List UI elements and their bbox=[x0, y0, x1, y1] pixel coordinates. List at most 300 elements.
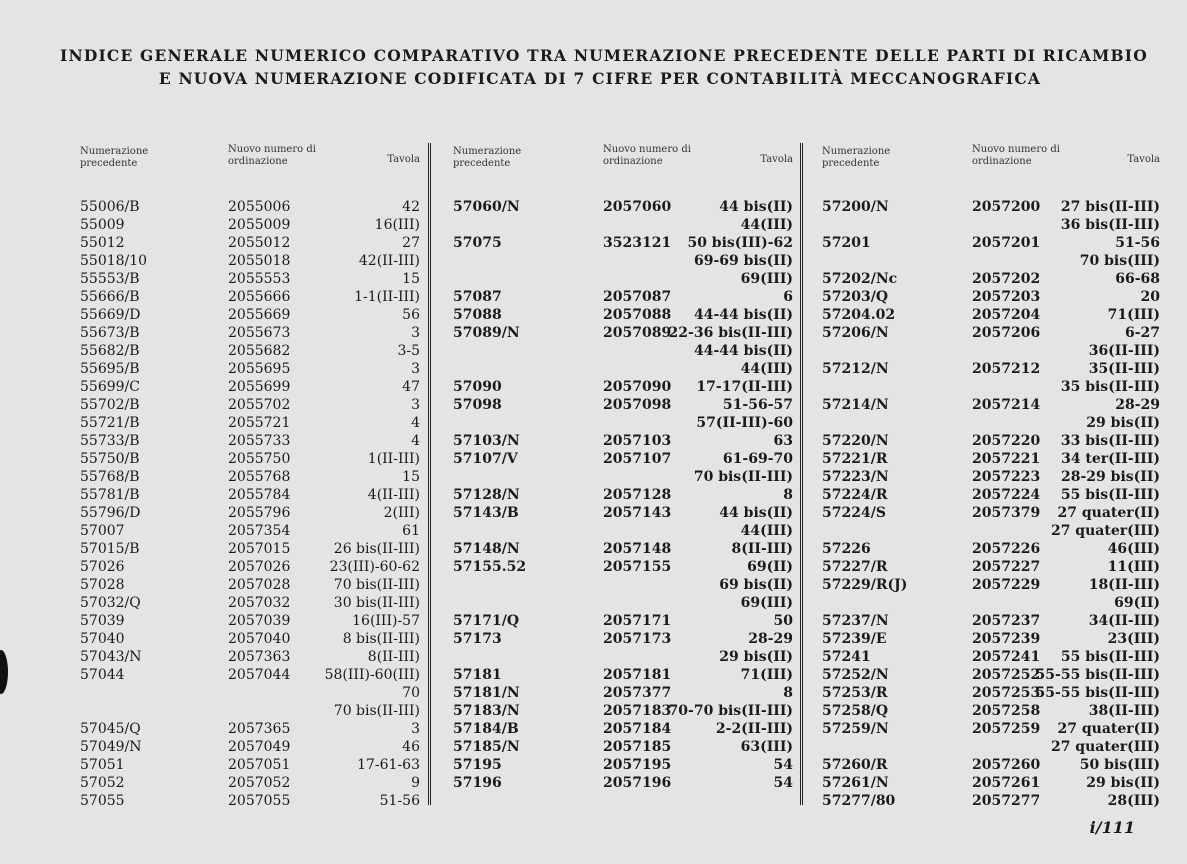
old-part-number: 55796/D bbox=[80, 505, 141, 521]
tavola-reference: 2-2(II-III) bbox=[715, 721, 793, 737]
tavola-reference: 29 bis(II) bbox=[1086, 415, 1160, 431]
table-row bbox=[453, 414, 793, 432]
tavola-reference: 9 bbox=[411, 775, 420, 791]
new-order-number: 2057049 bbox=[228, 739, 291, 755]
table-row bbox=[453, 468, 793, 486]
table-row bbox=[822, 630, 1160, 648]
table-row bbox=[80, 612, 420, 630]
old-part-number: 57098 bbox=[453, 397, 502, 413]
new-order-number: 2055721 bbox=[228, 415, 291, 431]
old-part-number: 57044 bbox=[80, 667, 125, 683]
new-order-number: 2055733 bbox=[228, 433, 291, 449]
tavola-reference: 8 bis(II-III) bbox=[342, 631, 420, 647]
tavola-reference: 6 bbox=[783, 289, 793, 305]
table-row bbox=[80, 432, 420, 450]
tavola-reference: 4 bbox=[411, 433, 420, 449]
old-part-number: 57227/R bbox=[822, 559, 888, 575]
new-order-number: 2057087 bbox=[603, 289, 672, 305]
tavola-reference: 6-27 bbox=[1124, 325, 1160, 341]
old-part-number: 57239/E bbox=[822, 631, 887, 647]
table-row bbox=[822, 702, 1160, 720]
tavola-reference: 38(II-III) bbox=[1088, 703, 1160, 719]
new-order-number: 2057088 bbox=[603, 307, 672, 323]
tavola-reference: 51-56 bbox=[379, 793, 420, 809]
tavola-reference: 54 bbox=[773, 775, 793, 791]
table-row bbox=[822, 756, 1160, 774]
tavola-reference: 16(III)-57 bbox=[352, 613, 420, 629]
old-part-number: 55006/B bbox=[80, 199, 140, 215]
tavola-reference: 61-69-70 bbox=[722, 451, 793, 467]
tavola-reference: 29 bis(II) bbox=[1086, 775, 1160, 791]
old-part-number: 57051 bbox=[80, 757, 125, 773]
table-row bbox=[822, 648, 1160, 666]
tavola-reference: 28-29 bis(II) bbox=[1061, 469, 1160, 485]
tavola-reference: 23(III)-60-62 bbox=[329, 559, 420, 575]
tavola-reference: 69 bis(II) bbox=[719, 577, 793, 593]
tavola-reference: 36 bis(II-III) bbox=[1060, 217, 1160, 233]
tavola-reference: 55-55 bis(II-III) bbox=[1035, 685, 1160, 701]
header-old-number: Numerazione precedente bbox=[453, 146, 522, 169]
table-row bbox=[80, 576, 420, 594]
old-part-number: 55009 bbox=[80, 217, 125, 233]
new-order-number: 2057227 bbox=[972, 559, 1041, 575]
tavola-reference: 8 bbox=[783, 685, 793, 701]
table-row bbox=[822, 738, 1160, 756]
tavola-reference: 18(II-III) bbox=[1088, 577, 1160, 593]
tavola-reference: 70 bis(II-III) bbox=[693, 469, 793, 485]
new-order-number: 2057277 bbox=[972, 793, 1041, 809]
table-row bbox=[822, 450, 1160, 468]
tavola-reference: 70 bis(III) bbox=[1079, 253, 1160, 269]
table-row bbox=[453, 594, 793, 612]
table-row bbox=[822, 270, 1160, 288]
old-part-number: 57224/S bbox=[822, 505, 886, 521]
new-order-number: 2057226 bbox=[972, 541, 1041, 557]
tavola-reference: 55-55 bis(II-III) bbox=[1035, 667, 1160, 683]
tavola-reference: 28-29 bbox=[1115, 397, 1160, 413]
table-row bbox=[822, 288, 1160, 306]
new-order-number: 2057184 bbox=[603, 721, 672, 737]
new-order-number: 2057052 bbox=[228, 775, 291, 791]
new-order-number: 2057365 bbox=[228, 721, 291, 737]
table-row bbox=[453, 756, 793, 774]
old-part-number: 55733/B bbox=[80, 433, 140, 449]
table-row bbox=[80, 468, 420, 486]
table-row bbox=[822, 486, 1160, 504]
table-row bbox=[453, 450, 793, 468]
column-divider bbox=[800, 143, 803, 805]
new-order-number: 3523121 bbox=[603, 235, 672, 251]
old-part-number: 57103/N bbox=[453, 433, 520, 449]
table-row bbox=[453, 684, 793, 702]
table-row bbox=[822, 216, 1160, 234]
new-order-number: 2057183 bbox=[603, 703, 672, 719]
old-part-number: 57032/Q bbox=[80, 595, 141, 611]
new-order-number: 2057195 bbox=[603, 757, 672, 773]
table-row bbox=[80, 666, 420, 684]
table-row bbox=[80, 198, 420, 216]
old-part-number: 57261/N bbox=[822, 775, 889, 791]
new-order-number: 2057212 bbox=[972, 361, 1041, 377]
tavola-reference: 69(III) bbox=[740, 271, 793, 287]
table-row bbox=[80, 522, 420, 540]
tavola-reference: 27 quater(II) bbox=[1057, 505, 1160, 521]
old-part-number: 57226 bbox=[822, 541, 871, 557]
tavola-reference: 27 quater(III) bbox=[1050, 739, 1160, 755]
old-part-number: 57259/N bbox=[822, 721, 889, 737]
old-part-number: 57007 bbox=[80, 523, 125, 539]
table-row bbox=[822, 468, 1160, 486]
new-order-number: 2057201 bbox=[972, 235, 1041, 251]
tavola-reference: 15 bbox=[402, 469, 420, 485]
tavola-reference: 27 bis(II-III) bbox=[1060, 199, 1160, 215]
tavola-reference: 44(III) bbox=[740, 217, 793, 233]
table-row bbox=[453, 342, 793, 360]
new-order-number: 2057354 bbox=[228, 523, 291, 539]
tavola-reference: 69-69 bis(II) bbox=[694, 253, 793, 269]
tavola-reference: 70-70 bis(II-III) bbox=[668, 703, 793, 719]
table-row bbox=[822, 324, 1160, 342]
old-part-number: 55768/B bbox=[80, 469, 140, 485]
old-part-number: 57223/N bbox=[822, 469, 889, 485]
old-part-number: 57087 bbox=[453, 289, 502, 305]
new-order-number: 2057148 bbox=[603, 541, 672, 557]
new-order-number: 2057171 bbox=[603, 613, 672, 629]
tavola-reference: 44 bis(II) bbox=[719, 505, 793, 521]
tavola-reference: 47 bbox=[402, 379, 420, 395]
tavola-reference: 17-17(II-III) bbox=[696, 379, 793, 395]
new-order-number: 2057204 bbox=[972, 307, 1041, 323]
new-order-number: 2057060 bbox=[603, 199, 672, 215]
table-row bbox=[453, 432, 793, 450]
header-tavola: Tavola bbox=[1127, 154, 1160, 165]
old-part-number: 57252/N bbox=[822, 667, 889, 683]
new-order-number: 2057260 bbox=[972, 757, 1041, 773]
tavola-reference: 29 bis(II) bbox=[719, 649, 793, 665]
new-order-number: 2057143 bbox=[603, 505, 672, 521]
table-row bbox=[80, 702, 420, 720]
old-part-number: 57201 bbox=[822, 235, 871, 251]
old-part-number: 57183/N bbox=[453, 703, 520, 719]
table-row bbox=[80, 450, 420, 468]
table-row bbox=[80, 396, 420, 414]
column-divider bbox=[428, 143, 431, 805]
tavola-reference: 50 bbox=[773, 613, 793, 629]
table-row bbox=[453, 630, 793, 648]
tavola-reference: 54 bbox=[773, 757, 793, 773]
old-part-number: 57214/N bbox=[822, 397, 889, 413]
table-row bbox=[453, 324, 793, 342]
new-order-number: 2057128 bbox=[603, 487, 672, 503]
table-row bbox=[822, 558, 1160, 576]
new-order-number: 2057259 bbox=[972, 721, 1041, 737]
tavola-reference: 46 bbox=[402, 739, 420, 755]
new-order-number: 2057181 bbox=[603, 667, 672, 683]
new-order-number: 2055750 bbox=[228, 451, 291, 467]
new-order-number: 2057223 bbox=[972, 469, 1041, 485]
table-row bbox=[453, 504, 793, 522]
table-row bbox=[453, 378, 793, 396]
table-row bbox=[453, 612, 793, 630]
table-row bbox=[822, 504, 1160, 522]
table-row bbox=[453, 774, 793, 792]
table-row bbox=[80, 288, 420, 306]
old-part-number: 55750/B bbox=[80, 451, 140, 467]
old-part-number: 57184/B bbox=[453, 721, 519, 737]
table-row bbox=[822, 396, 1160, 414]
new-order-number: 2057221 bbox=[972, 451, 1041, 467]
old-part-number: 55669/D bbox=[80, 307, 141, 323]
table-row bbox=[453, 738, 793, 756]
old-part-number: 57229/R(J) bbox=[822, 577, 908, 593]
old-part-number: 57045/Q bbox=[80, 721, 141, 737]
table-row bbox=[822, 522, 1160, 540]
new-order-number: 2057239 bbox=[972, 631, 1041, 647]
new-order-number: 2057252 bbox=[972, 667, 1041, 683]
table-row bbox=[822, 360, 1160, 378]
tavola-reference: 42 bbox=[402, 199, 420, 215]
old-part-number: 57088 bbox=[453, 307, 502, 323]
table-row bbox=[80, 252, 420, 270]
new-order-number: 2057032 bbox=[228, 595, 291, 611]
table-row bbox=[453, 198, 793, 216]
tavola-reference: 69(II) bbox=[747, 559, 793, 575]
table-row bbox=[453, 234, 793, 252]
tavola-reference: 3 bbox=[411, 721, 420, 737]
tavola-reference: 15 bbox=[402, 271, 420, 287]
table-row bbox=[453, 576, 793, 594]
new-order-number: 2055796 bbox=[228, 505, 291, 521]
tavola-reference: 35 bis(II-III) bbox=[1060, 379, 1160, 395]
old-part-number: 57181 bbox=[453, 667, 502, 683]
table-row bbox=[453, 558, 793, 576]
tavola-reference: 70 bbox=[402, 685, 420, 701]
new-order-number: 2057055 bbox=[228, 793, 291, 809]
table-row bbox=[453, 270, 793, 288]
new-order-number: 2055666 bbox=[228, 289, 291, 305]
table-row bbox=[453, 288, 793, 306]
tavola-reference: 1(II-III) bbox=[367, 451, 420, 467]
table-row bbox=[822, 540, 1160, 558]
new-order-number: 2057051 bbox=[228, 757, 291, 773]
table-row bbox=[80, 504, 420, 522]
old-part-number: 55721/B bbox=[80, 415, 140, 431]
tavola-reference: 34 ter(II-III) bbox=[1061, 451, 1160, 467]
header-old-number: Numerazione precedente bbox=[822, 146, 891, 169]
table-row bbox=[80, 738, 420, 756]
tavola-reference: 17-61-63 bbox=[357, 757, 420, 773]
table-row bbox=[80, 306, 420, 324]
new-order-number: 2055702 bbox=[228, 397, 291, 413]
new-order-number: 2057202 bbox=[972, 271, 1041, 287]
table-row bbox=[453, 522, 793, 540]
new-order-number: 2057200 bbox=[972, 199, 1041, 215]
tavola-reference: 70 bis(II-III) bbox=[333, 703, 420, 719]
new-order-number: 2055018 bbox=[228, 253, 291, 269]
old-part-number: 57277/80 bbox=[822, 793, 896, 809]
table-row bbox=[80, 648, 420, 666]
table-row bbox=[80, 414, 420, 432]
old-part-number: 55018/10 bbox=[80, 253, 148, 269]
old-part-number: 55682/B bbox=[80, 343, 140, 359]
table-row bbox=[80, 342, 420, 360]
new-order-number: 2055006 bbox=[228, 199, 291, 215]
old-part-number: 57258/Q bbox=[822, 703, 889, 719]
table-row bbox=[80, 774, 420, 792]
old-part-number: 57260/R bbox=[822, 757, 888, 773]
tavola-reference: 51-56-57 bbox=[722, 397, 793, 413]
table-row bbox=[822, 684, 1160, 702]
old-part-number: 57200/N bbox=[822, 199, 889, 215]
table-row bbox=[822, 252, 1160, 270]
table-row bbox=[80, 630, 420, 648]
new-order-number: 2055784 bbox=[228, 487, 291, 503]
new-order-number: 2057220 bbox=[972, 433, 1041, 449]
tavola-reference: 71(III) bbox=[740, 667, 793, 683]
old-part-number: 57220/N bbox=[822, 433, 889, 449]
new-order-number: 2057203 bbox=[972, 289, 1041, 305]
new-order-number: 2055553 bbox=[228, 271, 291, 287]
tavola-reference: 42(II-III) bbox=[358, 253, 420, 269]
old-part-number: 57049/N bbox=[80, 739, 142, 755]
new-order-number: 2057044 bbox=[228, 667, 291, 683]
new-order-number: 2055673 bbox=[228, 325, 291, 341]
table-row bbox=[822, 666, 1160, 684]
tavola-reference: 8 bbox=[783, 487, 793, 503]
old-part-number: 57043/N bbox=[80, 649, 142, 665]
tavola-reference: 23(III) bbox=[1107, 631, 1160, 647]
tavola-reference: 55 bis(II-III) bbox=[1060, 649, 1160, 665]
old-part-number: 57039 bbox=[80, 613, 125, 629]
table-row bbox=[822, 306, 1160, 324]
old-part-number: 57202/Nc bbox=[822, 271, 898, 287]
tavola-reference: 56 bbox=[402, 307, 420, 323]
table-row bbox=[80, 270, 420, 288]
tavola-reference: 28-29 bbox=[748, 631, 793, 647]
tavola-reference: 1-1(II-III) bbox=[354, 289, 420, 305]
old-part-number: 57206/N bbox=[822, 325, 889, 341]
tavola-reference: 4 bbox=[411, 415, 420, 431]
table-row bbox=[80, 594, 420, 612]
table-row bbox=[453, 720, 793, 738]
tavola-reference: 36(II-III) bbox=[1088, 343, 1160, 359]
tavola-reference: 55 bis(II-III) bbox=[1060, 487, 1160, 503]
new-order-number: 2055768 bbox=[228, 469, 291, 485]
new-order-number: 2057379 bbox=[972, 505, 1041, 521]
new-order-number: 2057039 bbox=[228, 613, 291, 629]
old-part-number: 57055 bbox=[80, 793, 125, 809]
old-part-number: 57148/N bbox=[453, 541, 520, 557]
old-part-number: 57224/R bbox=[822, 487, 888, 503]
new-order-number: 2057015 bbox=[228, 541, 291, 557]
tavola-reference: 35(II-III) bbox=[1088, 361, 1160, 377]
new-order-number: 2057185 bbox=[603, 739, 672, 755]
table-row bbox=[453, 252, 793, 270]
table-row bbox=[80, 684, 420, 702]
tavola-reference: 44(III) bbox=[740, 361, 793, 377]
header-new-number: Nuovo numero di ordinazione bbox=[603, 144, 691, 167]
tavola-reference: 34(II-III) bbox=[1088, 613, 1160, 629]
tavola-reference: 69(III) bbox=[740, 595, 793, 611]
tavola-reference: 46(III) bbox=[1107, 541, 1160, 557]
header-tavola: Tavola bbox=[760, 154, 793, 165]
tavola-reference: 44 bis(II) bbox=[719, 199, 793, 215]
new-order-number: 2057098 bbox=[603, 397, 672, 413]
tavola-reference: 22-36 bis(II-III) bbox=[668, 325, 793, 341]
old-part-number: 57128/N bbox=[453, 487, 520, 503]
table-row bbox=[80, 486, 420, 504]
new-order-number: 2057229 bbox=[972, 577, 1041, 593]
new-order-number: 2057107 bbox=[603, 451, 672, 467]
old-part-number: 57089/N bbox=[453, 325, 520, 341]
tavola-reference: 3 bbox=[411, 325, 420, 341]
tavola-reference: 3-5 bbox=[397, 343, 420, 359]
tavola-reference: 44-44 bis(II) bbox=[694, 343, 793, 359]
tavola-reference: 3 bbox=[411, 361, 420, 377]
new-order-number: 2057363 bbox=[228, 649, 291, 665]
table-row bbox=[822, 378, 1160, 396]
table-row bbox=[453, 360, 793, 378]
tavola-reference: 66-68 bbox=[1115, 271, 1160, 287]
new-order-number: 2057258 bbox=[972, 703, 1041, 719]
table-row bbox=[822, 414, 1160, 432]
new-order-number: 2057040 bbox=[228, 631, 291, 647]
tavola-reference: 69(II) bbox=[1114, 595, 1160, 611]
old-part-number: 57171/Q bbox=[453, 613, 520, 629]
tavola-reference: 27 quater(III) bbox=[1050, 523, 1160, 539]
old-part-number: 55781/B bbox=[80, 487, 140, 503]
table-row bbox=[453, 216, 793, 234]
table-row bbox=[822, 234, 1160, 252]
old-part-number: 57195 bbox=[453, 757, 502, 773]
tavola-reference: 26 bis(II-III) bbox=[333, 541, 420, 557]
header-old-number: Numerazione precedente bbox=[80, 146, 149, 169]
table-row bbox=[453, 702, 793, 720]
old-part-number: 57015/B bbox=[80, 541, 140, 557]
tavola-reference: 63 bbox=[773, 433, 793, 449]
table-row bbox=[822, 432, 1160, 450]
old-part-number: 55553/B bbox=[80, 271, 140, 287]
table-row bbox=[453, 540, 793, 558]
table-row bbox=[453, 396, 793, 414]
tavola-reference: 57(II-III)-60 bbox=[696, 415, 793, 431]
new-order-number: 2057028 bbox=[228, 577, 291, 593]
tavola-reference: 63(III) bbox=[740, 739, 793, 755]
header-new-number: Nuovo numero di ordinazione bbox=[972, 144, 1060, 167]
tavola-reference: 2(III) bbox=[383, 505, 420, 521]
old-part-number: 57196 bbox=[453, 775, 502, 791]
table-row bbox=[80, 378, 420, 396]
old-part-number: 57221/R bbox=[822, 451, 888, 467]
old-part-number: 55695/B bbox=[80, 361, 140, 377]
old-part-number: 57203/Q bbox=[822, 289, 889, 305]
new-order-number: 2057196 bbox=[603, 775, 672, 791]
old-part-number: 57143/B bbox=[453, 505, 519, 521]
new-order-number: 2055682 bbox=[228, 343, 291, 359]
page-title-line-1: INDICE GENERALE NUMERICO COMPARATIVO TRA NUMERAZIONE PRECEDENTE DELLE PARTI DI RICAMBIO bbox=[60, 46, 1148, 65]
old-part-number: 57075 bbox=[453, 235, 502, 251]
table-row bbox=[80, 792, 420, 810]
binding-hole bbox=[0, 650, 8, 694]
tavola-reference: 50 bis(III)-62 bbox=[687, 235, 793, 251]
tavola-reference: 8(II-III) bbox=[367, 649, 420, 665]
tavola-reference: 8(II-III) bbox=[731, 541, 793, 557]
table-row bbox=[822, 576, 1160, 594]
new-order-number: 2057214 bbox=[972, 397, 1041, 413]
tavola-reference: 50 bis(III) bbox=[1079, 757, 1160, 773]
table-row bbox=[822, 198, 1160, 216]
tavola-reference: 58(III)-60(III) bbox=[324, 667, 420, 683]
